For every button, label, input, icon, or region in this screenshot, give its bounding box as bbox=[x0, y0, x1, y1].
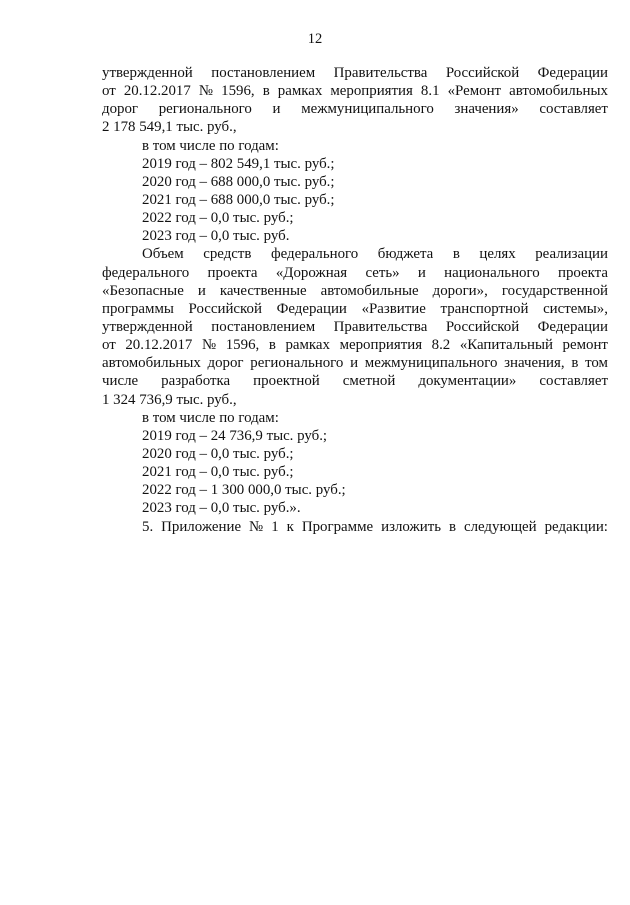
text-word: 20.12.2017 bbox=[125, 337, 193, 354]
text-word: Российской bbox=[445, 318, 520, 335]
text-line bbox=[102, 82, 608, 100]
text-word: и bbox=[197, 282, 206, 299]
text-word: ремонт bbox=[562, 337, 608, 354]
text-word: федерального bbox=[102, 264, 190, 281]
text-word: регионального bbox=[158, 101, 252, 118]
text-word: Программе bbox=[301, 518, 374, 535]
text-line bbox=[102, 354, 608, 372]
text-word: проекта bbox=[207, 264, 258, 281]
text-line: 1 324 736,9 тыс. руб., bbox=[102, 391, 237, 408]
text-word: редакции: bbox=[544, 518, 608, 535]
text-word: целях bbox=[479, 246, 516, 263]
text-word: изложить bbox=[381, 518, 442, 535]
text-word: 8.1 bbox=[420, 83, 440, 100]
text-word: Федерации bbox=[537, 65, 608, 81]
text-word: «Ремонт bbox=[447, 83, 502, 100]
text-word: утвержденной bbox=[102, 318, 193, 335]
text-word: утвержденной bbox=[102, 65, 193, 81]
text-line bbox=[102, 264, 608, 282]
text-word: в bbox=[448, 518, 457, 535]
document-body bbox=[102, 64, 608, 536]
text-word: в bbox=[571, 355, 579, 372]
text-word: системы», bbox=[543, 300, 608, 317]
text-word: транспортной bbox=[440, 300, 529, 317]
text-word: дорог bbox=[102, 101, 139, 118]
text-word: составляет bbox=[539, 373, 608, 390]
text-word: межмуниципального bbox=[364, 355, 498, 372]
text-word: 1596, bbox=[221, 83, 255, 100]
years-intro: в том числе по годам: bbox=[142, 409, 279, 426]
text-word: от bbox=[102, 83, 116, 100]
text-line bbox=[102, 318, 608, 336]
text-word: «Капитальный bbox=[459, 337, 553, 354]
text-word: и bbox=[417, 264, 426, 281]
years-intro: в том числе по годам: bbox=[142, 137, 279, 154]
text-word: том bbox=[585, 355, 608, 372]
text-word: регионального bbox=[250, 355, 344, 372]
text-line bbox=[102, 100, 608, 118]
text-line bbox=[102, 245, 608, 263]
text-word: документации» bbox=[418, 373, 517, 390]
text-word: и bbox=[272, 101, 281, 118]
text-word: № bbox=[198, 83, 214, 100]
text-word: программы bbox=[102, 300, 174, 317]
year-amount-line: 2020 год – 688 000,0 тыс. руб.; bbox=[142, 173, 335, 190]
year-amount-line: 2022 год – 0,0 тыс. руб.; bbox=[142, 210, 294, 227]
text-line bbox=[102, 336, 608, 354]
text-word: дороги», bbox=[432, 282, 488, 299]
text-word: рамках bbox=[277, 83, 323, 100]
text-line bbox=[102, 372, 608, 390]
text-word: реализации bbox=[535, 246, 608, 263]
year-amount-line: 2022 год – 1 300 000,0 тыс. руб.; bbox=[142, 482, 346, 499]
text-line bbox=[102, 282, 608, 300]
year-amount-line: 2021 год – 0,0 тыс. руб.; bbox=[142, 464, 294, 481]
text-line bbox=[102, 518, 608, 536]
year-amount-line: 2019 год – 802 549,1 тыс. руб.; bbox=[142, 155, 335, 172]
text-word: 1 bbox=[271, 518, 279, 535]
text-word: Объем bbox=[142, 246, 184, 263]
year-amount-line: 2023 год – 0,0 тыс. руб. bbox=[142, 228, 290, 245]
text-word: к bbox=[286, 518, 294, 535]
text-word: Российской bbox=[445, 65, 520, 81]
text-word: постановлением bbox=[211, 318, 316, 335]
text-word: в bbox=[262, 83, 270, 100]
text-word: «Дорожная bbox=[275, 264, 348, 281]
text-word: автомобильные bbox=[320, 282, 419, 299]
year-amount-line: 2021 год – 688 000,0 тыс. руб.; bbox=[142, 191, 335, 208]
text-word: Федерации bbox=[537, 318, 608, 335]
text-word: мероприятия bbox=[339, 337, 423, 354]
text-word: Правительства bbox=[333, 65, 428, 81]
text-word: автомобильных bbox=[509, 83, 608, 100]
text-word: Российской bbox=[188, 300, 262, 317]
text-word: следующей bbox=[463, 518, 537, 535]
text-word: федерального bbox=[270, 246, 359, 263]
text-word: дорог bbox=[207, 355, 244, 372]
text-word: качественные bbox=[219, 282, 307, 299]
text-word: средств bbox=[203, 246, 252, 263]
text-word: 1596, bbox=[225, 337, 260, 354]
text-word: «Развитие bbox=[361, 300, 426, 317]
text-word: разработка bbox=[161, 373, 231, 390]
text-word: проектной bbox=[253, 373, 320, 390]
text-word: бюджета bbox=[377, 246, 434, 263]
text-word: межмуниципального bbox=[301, 101, 434, 118]
text-line bbox=[102, 64, 608, 82]
text-word: значения» bbox=[454, 101, 519, 118]
text-word: проекта bbox=[557, 264, 608, 281]
text-word: числе bbox=[102, 373, 139, 390]
text-line: 2 178 549,1 тыс. руб., bbox=[102, 119, 237, 136]
year-amount-line: 2019 год – 24 736,9 тыс. руб.; bbox=[142, 427, 328, 444]
text-word: № bbox=[249, 518, 264, 535]
text-word: мероприятия bbox=[330, 83, 413, 100]
text-word: 5. bbox=[142, 518, 154, 535]
text-word: Правительства bbox=[333, 318, 428, 335]
text-word: Приложение bbox=[161, 518, 242, 535]
text-line bbox=[102, 300, 608, 318]
year-amount-line: 2020 год – 0,0 тыс. руб.; bbox=[142, 445, 294, 462]
text-word: сметной bbox=[342, 373, 396, 390]
text-word: сеть» bbox=[365, 264, 400, 281]
text-word: «Безопасные bbox=[102, 282, 184, 299]
text-word: государственной bbox=[501, 282, 608, 299]
year-amount-line: 2023 год – 0,0 тыс. руб.». bbox=[142, 500, 301, 517]
page-number: 12 bbox=[307, 31, 323, 47]
text-word: составляет bbox=[539, 101, 608, 118]
text-word: № bbox=[201, 337, 217, 354]
text-word: в bbox=[268, 337, 276, 354]
text-word: в bbox=[452, 246, 460, 263]
text-word: 20.12.2017 bbox=[123, 83, 191, 100]
text-word: автомобильных bbox=[102, 355, 201, 372]
text-word: национального bbox=[444, 264, 540, 281]
text-word: и bbox=[350, 355, 359, 372]
text-word: значения, bbox=[504, 355, 565, 372]
text-word: постановлением bbox=[211, 65, 316, 81]
text-word: Федерации bbox=[276, 300, 347, 317]
text-word: рамках bbox=[285, 337, 330, 354]
text-word: 8.2 bbox=[431, 337, 451, 354]
text-word: от bbox=[102, 337, 116, 354]
